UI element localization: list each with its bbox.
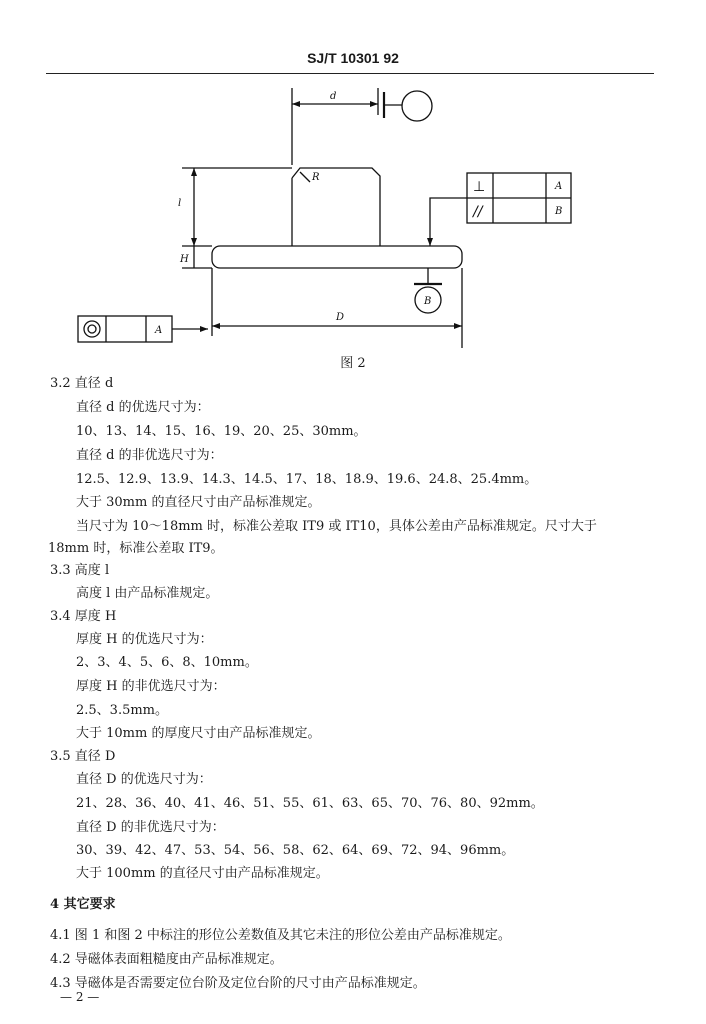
shaft-outline (292, 168, 380, 246)
s32-line-7: 18mm 时，标准公差取 IT9。 (48, 541, 224, 556)
section-3-3-title: 3.3 高度 l (50, 563, 110, 578)
parallelism-symbol: // (473, 204, 483, 220)
label-R: R (312, 172, 320, 183)
radius-leader (300, 172, 310, 182)
label-H: H (180, 254, 189, 265)
section-4-title: 4 其它要求 (50, 897, 116, 912)
label-d: d (330, 91, 337, 102)
s34-line-4: 2.5、3.5mm。 (76, 703, 169, 718)
datum-circle-top (402, 91, 432, 121)
s42-line: 4.2 导磁体表面粗糙度由产品标准规定。 (50, 952, 283, 967)
label-B: B (424, 296, 432, 307)
s32-line-3: 直径 d 的非优选尺寸为： (76, 448, 223, 463)
left-frame-datum: A (155, 325, 163, 336)
s32-line-2: 10、13、14、15、16、19、20、25、30mm。 (76, 424, 367, 439)
s35-line-3: 直径 D 的非优选尺寸为： (76, 820, 225, 835)
label-D: D (336, 312, 345, 323)
frame-row2-datum: B (555, 206, 563, 217)
s35-line-4: 30、39、42、47、53、54、56、58、62、64、69、72、94、96mm。 (76, 843, 515, 858)
s34-line-5: 大于 10mm 的厚度尺寸由产品标准规定。 (76, 726, 321, 741)
s34-line-1: 厚度 H 的优选尺寸为： (76, 632, 213, 647)
section-3-2-title: 3.2 直径 d (50, 376, 114, 391)
s32-line-1: 直径 d 的优选尺寸为： (76, 400, 210, 415)
s41-line: 4.1 图 1 和图 2 中标注的形位公差数值及其它未注的形位公差由产品标准规定。 (50, 928, 511, 943)
technical-drawing (0, 0, 706, 360)
frame-row1-datum: A (555, 181, 563, 192)
flange-outline (212, 246, 462, 268)
s32-line-5: 大于 30mm 的直径尺寸由产品标准规定。 (76, 495, 321, 510)
s43-line: 4.3 导磁体是否需要定位台阶及定位台阶的尺寸由产品标准规定。 (50, 976, 426, 991)
s34-line-3: 厚度 H 的非优选尺寸为： (76, 679, 226, 694)
perpendicularity-symbol: ⊥ (473, 179, 486, 195)
s34-line-2: 2、3、4、5、6、8、10mm。 (76, 655, 258, 670)
section-3-5-title: 3.5 直径 D (50, 749, 116, 764)
document-header: SJ/T 10301 92 (307, 50, 399, 66)
s32-line-4: 12.5、12.9、13.9、14.3、14.5、17、18、18.9、19.6、24.8、25.4mm。 (76, 472, 538, 487)
figure-caption: 图 2 (340, 356, 366, 371)
s35-line-5: 大于 100mm 的直径尺寸由产品标准规定。 (76, 866, 329, 881)
section-3-4-title: 3.4 厚度 H (50, 609, 117, 624)
label-l: l (178, 198, 182, 209)
s35-line-1: 直径 D 的优选尺寸为： (76, 772, 212, 787)
tolerance-leader-right (430, 198, 467, 246)
s33-line-1: 高度 l 由产品标准规定。 (76, 586, 219, 601)
s32-line-6: 当尺寸为 10～18mm 时，标准公差取 IT9 或 IT10，具体公差由产品标准规定。尺寸大于 (76, 519, 597, 534)
page-number: — 2 — (60, 990, 100, 1004)
s35-line-2: 21、28、36、40、41、46、51、55、61、63、65、70、76、80、92mm。 (76, 796, 544, 811)
